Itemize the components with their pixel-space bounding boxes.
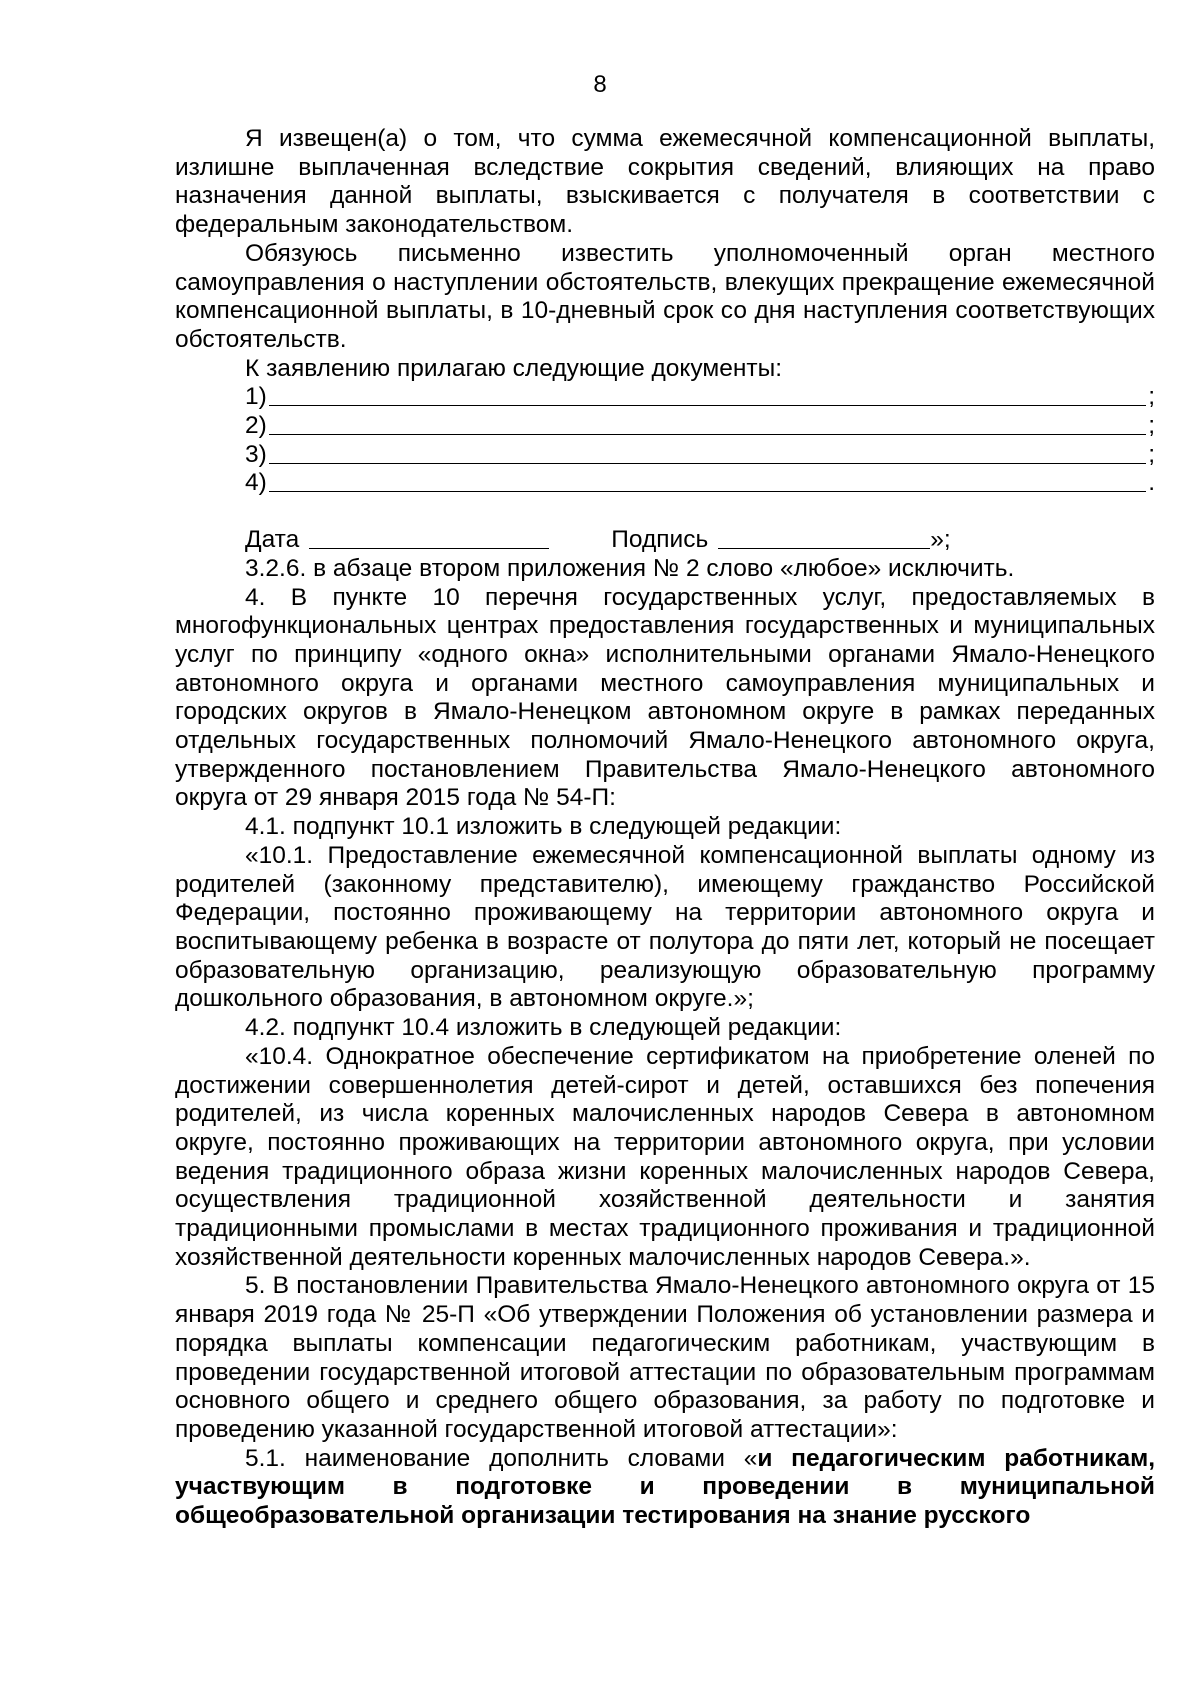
attachment-end: ; (1148, 412, 1155, 440)
attachment-line (175, 383, 1155, 412)
attachment-number: 4) (245, 469, 267, 497)
date-blank (309, 547, 549, 549)
attachment-line (175, 441, 1155, 470)
attachment-number: 1) (245, 383, 267, 411)
attachment-number: 2) (245, 412, 267, 440)
signature-blank (718, 547, 930, 549)
paragraph-10-1: «10.1. Предоставление ежемесячной компенсационной выплаты одному из родителей (законному представителю), имеющему гражданство Российской Федерации, постоянно проживающему на территории автономного округа и воспитывающему ребенка в возрасте от полутора до пяти лет, который не посещает образовательную организацию, реализующую образовательную программу дошкольного образования, в автономном округе.»; (175, 841, 1155, 1013)
attachment-line (175, 469, 1155, 498)
signature-label: Подпись (611, 526, 709, 554)
paragraph-4-2: 4.2. подпункт 10.4 изложить в следующей редакции: (245, 1014, 842, 1042)
paragraph-5: 5. В постановлении Правительства Ямало-Ненецкого автономного округа от 15 января 2019 года № 25-П «Об утверждении Положения об установлении размера и порядка выплаты компенсации педагогическим работникам, участвующим в проведении государственной итоговой аттестации по образовательным программам основного общего и среднего общего образования, за работу по подготовке и проведению указанной государственной итоговой аттестации»: (175, 1272, 1155, 1443)
paragraph-10-4: «10.4. Однократное обеспечение сертификатом на приобретение оленей по достижении совершеннолетия детей-сирот и детей, оставшихся без попечения родителей, из числа коренных малочисленных народов Севера в автономном округе, постоянно проживающих на территории автономного округа, при условии ведения традиционного образа жизни коренных малочисленных народов Севера, осуществления традиционной хозяйственной деятельности и занятия традиционными промыслами в местах традиционного проживания и традиционной хозяйственной деятельности коренных малочисленных народов Севера.». (175, 1042, 1155, 1271)
paragraph-obligation: Обязуюсь письменно известить уполномоченный орган местного самоуправления о наступлении обстоятельств, влекущих прекращение ежемесячной компенсационной выплаты, в 10-дневный срок со дня наступления соответствующих обстоятельств. (175, 239, 1155, 353)
attachment-line (175, 412, 1155, 441)
paragraph-3-2-6: 3.2.6. в абзаце втором приложения № 2 слово «любое» исключить. (245, 554, 1015, 582)
attachment-number: 3) (245, 440, 267, 468)
paragraph-notice: Я извещен(а) о том, что сумма ежемесячной компенсационной выплаты, излишне выплаченная вследствие сокрытия сведений, влияющих на право назначения данной выплаты, взыскивается с получателя в соответствии с федеральным законодательством. (175, 125, 1155, 239)
paragraph-4-1: 4.1. подпункт 10.1 изложить в следующей редакции: (245, 813, 842, 841)
paragraph-5-1 (175, 1445, 1155, 1531)
attachment-end: . (1148, 469, 1155, 497)
page-number: 8 (593, 71, 607, 98)
attachment-blank (269, 490, 1146, 492)
paragraph-5-1-bold: и педагогическим работникам, участвующим в подготовке и проведении в муниципальной общеобразовательной организации тестирования на знание русского (175, 1444, 1155, 1530)
signature-end: »; (930, 526, 951, 554)
date-label: Дата (245, 526, 300, 554)
paragraph-4: 4. В пункте 10 перечня государственных услуг, предоставляемых в многофункциональных центрах предоставления государственных и муниципальных услуг по принципу «одного окна» исполнительными органами Ямало-Ненецкого автономного округа и органами местного самоуправления муниципальных и городских округов в Ямало-Ненецком автономном округе в рамках переданных отдельных государственных полномочий Ямало-Ненецкого автономного округа, утвержденного постановлением Правительства Ямало-Ненецкого автономного округа от 29 января 2015 года № 54-П: (175, 583, 1155, 812)
signature-row (175, 526, 1155, 555)
attachment-end: ; (1148, 383, 1155, 411)
paragraph-5-1-prefix: 5.1. наименование дополнить словами « (245, 1444, 758, 1472)
paragraph-attachments-intro: К заявлению прилагаю следующие документы: (245, 354, 783, 382)
attachment-blank (269, 433, 1146, 435)
attachment-end: ; (1148, 440, 1155, 468)
attachment-blank (269, 462, 1146, 464)
attachment-blank (269, 404, 1146, 406)
document-body (175, 125, 1155, 1531)
